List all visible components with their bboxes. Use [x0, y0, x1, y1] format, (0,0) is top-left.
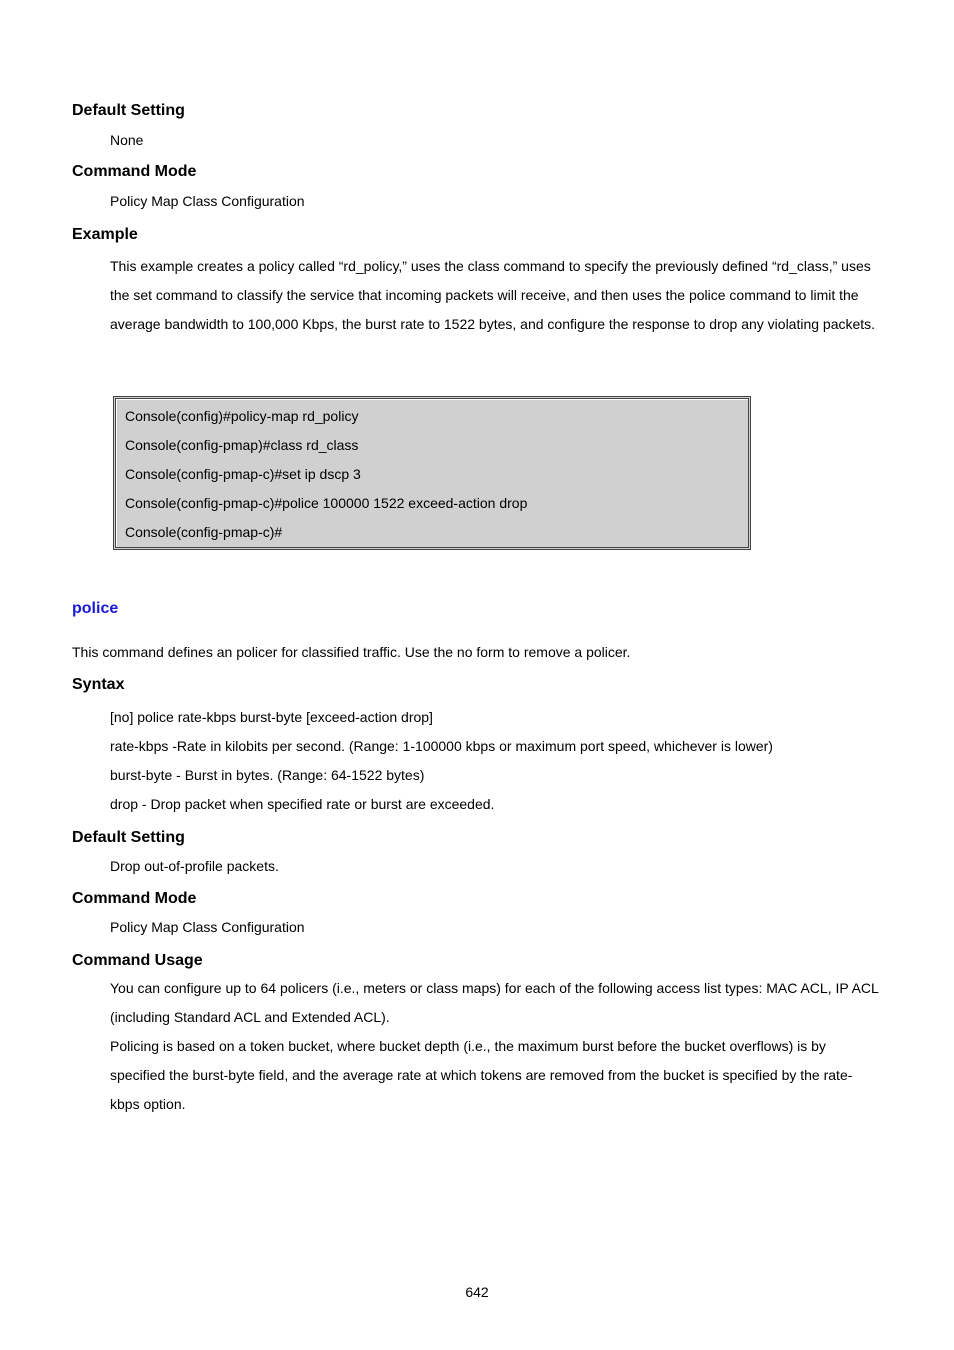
console-line: Console(config-pmap-c)#police 100000 1522 exceed-action drop: [125, 495, 528, 511]
example-heading: Example: [72, 226, 138, 243]
police-default-setting-heading: Default Setting: [72, 829, 185, 846]
console-line: Console(config)#policy-map rd_policy: [125, 408, 359, 424]
syntax-heading: Syntax: [72, 676, 125, 693]
console-line: Console(config-pmap-c)#set ip dscp 3: [125, 466, 361, 482]
command-usage-paragraph: You can configure up to 64 policers (i.e., meters or class maps) for each of the following access list types: MAC ACL, IP ACL (including Standard ACL and Extended ACL).: [110, 980, 879, 1025]
police-command-mode-heading: Command Mode: [72, 890, 197, 907]
default-setting-heading: Default Setting: [72, 102, 185, 119]
command-title-police: police: [72, 600, 119, 617]
default-setting-value: None: [110, 132, 144, 148]
command-usage-heading: Command Usage: [72, 952, 203, 969]
command-description: This command defines an policer for classified traffic. Use the no form to remove a policer.: [72, 644, 631, 660]
console-line: Console(config-pmap)#class rd_class: [125, 437, 359, 453]
syntax-line: burst-byte - Burst in bytes. (Range: 64-1522 bytes): [110, 767, 425, 783]
command-mode-heading: Command Mode: [72, 163, 197, 180]
command-usage-paragraph: Policing is based on a token bucket, where bucket depth (i.e., the maximum burst before the bucket overflows) is by specified the burst-byte field, and the average rate at which tokens are removed from the bucket is specified by the rate-kbps option.: [110, 1038, 853, 1112]
syntax-line: [no] police rate-kbps burst-byte [exceed-action drop]: [110, 709, 433, 725]
syntax-line: rate-kbps -Rate in kilobits per second. (Range: 1-100000 kbps or maximum port speed, whichever is lower): [110, 738, 773, 754]
console-line: Console(config-pmap-c)#: [125, 524, 283, 540]
police-default-setting-value: Drop out-of-profile packets.: [110, 858, 279, 874]
command-mode-value: Policy Map Class Configuration: [110, 193, 305, 209]
syntax-line: drop - Drop packet when specified rate or burst are exceeded.: [110, 796, 495, 812]
console-example-box: [113, 396, 751, 550]
page-number: 642: [465, 1284, 489, 1300]
police-command-mode-value: Policy Map Class Configuration: [110, 919, 305, 935]
example-text: This example creates a policy called “rd_policy,” uses the class command to specify the previously defined “rd_class,” uses the set command to classify the service that incoming packets will receive, and then uses the police command to limit the average bandwidth to 100,000 Kbps, the burst rate to 1522 bytes, and configure the response to drop any violating packets.: [110, 258, 876, 332]
